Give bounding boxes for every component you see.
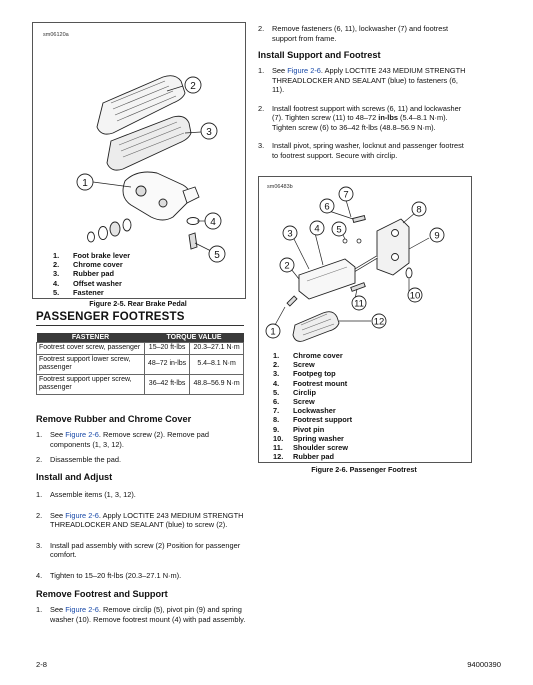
- figure-2-6-legend: [273, 351, 352, 461]
- legend-label: Fastener: [73, 287, 104, 297]
- legend-label: Footrest support: [293, 415, 353, 425]
- legend-item: [53, 288, 130, 297]
- rubber-pad-drawing: [293, 312, 339, 342]
- step-text-pre: See: [50, 510, 66, 520]
- table-row: [37, 374, 244, 394]
- step-text: [272, 104, 470, 133]
- step-text: Remove fasteners (6, 11), lockwasher (7) and footrest support from frame.: [272, 24, 449, 43]
- remove-footrest-continued: [258, 24, 470, 43]
- legend-num: 9.: [273, 424, 280, 434]
- legend-num: 4.: [273, 378, 280, 388]
- legend-num: 2.: [273, 360, 280, 370]
- spring-washer-drawing: [406, 268, 412, 278]
- section-title: PASSENGER FOOTRESTS: [36, 311, 244, 326]
- table-row: [37, 343, 244, 355]
- legend-item: [273, 425, 352, 434]
- legend-num: 8.: [273, 415, 280, 425]
- legend-label: Offset washer: [73, 278, 122, 288]
- header-fastener: FASTENER: [37, 333, 145, 343]
- cell-imperial: 48–72 in-lbs: [145, 354, 190, 374]
- legend-label: Spring washer: [293, 433, 344, 443]
- step-text: [50, 430, 244, 449]
- list-item: [36, 511, 244, 530]
- install-adjust-section: [36, 472, 244, 580]
- brake-lever-drawing: [123, 172, 199, 220]
- figure-link[interactable]: Figure 2-6: [287, 66, 321, 75]
- step-number: 1.: [258, 66, 265, 75]
- torque-table: [36, 333, 244, 395]
- callout-4: 4: [314, 223, 320, 235]
- callout-3: 3: [206, 127, 212, 138]
- figure-2-5-caption: Figure 2-5. Rear Brake Pedal: [89, 299, 187, 308]
- legend-label: Footpeg top: [293, 369, 336, 379]
- callout-5: 5: [214, 250, 220, 261]
- cell-imperial: 15–20 ft-lbs: [145, 343, 190, 355]
- legend-item: [273, 434, 352, 443]
- washer-stack-drawing: [88, 218, 200, 250]
- legend-num: 4.: [53, 278, 60, 288]
- legend-label: Chrome cover: [73, 260, 123, 270]
- passenger-footrest-illustration: [259, 183, 471, 353]
- step-text: Disassemble the pad.: [50, 455, 122, 464]
- callout-2: 2: [284, 260, 290, 272]
- legend-item: [53, 251, 130, 260]
- step-number: 4.: [36, 570, 43, 580]
- cell-metric: 20.3–27.1 N·m: [190, 343, 244, 355]
- figure-id: sm06120a: [43, 32, 69, 38]
- step-text-post: . Apply LOCTITE 243 MEDIUM STRENGTH THREADLOCKER AND SEALANT (blue) to screw (2).: [50, 510, 244, 529]
- callout-6: 6: [324, 201, 330, 213]
- legend-label: Screw: [293, 360, 315, 370]
- legend-item: [53, 269, 130, 278]
- callout-11: 11: [354, 298, 364, 310]
- remove-rubber-section: [36, 414, 244, 465]
- list-item: [258, 141, 470, 160]
- step-text-bold: in-lbs: [378, 113, 398, 122]
- list-item: [258, 24, 470, 43]
- section-heading: Install Support and Footrest: [258, 50, 381, 60]
- step-text-post: . Remove circlip (5), pivot pin (9) and spring washer (10). Remove footrest mount (4) with pad assembly.: [50, 605, 246, 624]
- step-number: 1.: [36, 605, 43, 614]
- list-item: [258, 104, 470, 133]
- list-item: [36, 605, 248, 624]
- step-number: 3.: [36, 540, 43, 550]
- cell-fastener: Footrest support upper screw, passenger: [37, 374, 145, 394]
- step-text-post: (5.4–8.1 N·m). Tighten screw (6) to 36–42 ft-lbs (48.8–56.9 N·m).: [272, 113, 448, 132]
- list-item: [36, 571, 244, 581]
- section-heading: Remove Rubber and Chrome Cover: [36, 414, 192, 424]
- step-text: Install pivot, spring washer, locknut and passenger footrest to footrest support. Secure with circlip.: [272, 141, 464, 160]
- step-text: Tighten to 15–20 ft-lbs (20.3–27.1 N·m).: [50, 570, 182, 580]
- legend-num: 5.: [53, 287, 60, 297]
- legend-num: 3.: [273, 369, 280, 379]
- legend-item: [273, 379, 352, 388]
- cell-metric: 5.4–8.1 N·m: [190, 354, 244, 374]
- legend-item: [273, 351, 352, 360]
- legend-item: [273, 388, 352, 397]
- callout-8: 8: [416, 204, 422, 216]
- cell-fastener: Footrest support lower screw, passenger: [37, 354, 145, 374]
- step-text-pre: Install footrest support with screws (6, 11) and lockwasher (7). Tighten screw (11) to 48–72: [272, 103, 462, 122]
- table-row: [37, 354, 244, 374]
- figure-2-6: [258, 176, 472, 463]
- list-item: [36, 455, 244, 465]
- callout-7: 7: [343, 189, 349, 201]
- legend-num: 6.: [273, 397, 280, 407]
- cell-fastener: Footrest cover screw, passenger: [37, 343, 145, 355]
- legend-label: Shoulder screw: [293, 443, 349, 453]
- step-text-pre: See: [272, 66, 288, 75]
- step-text-pre: See: [50, 605, 66, 614]
- step-number: 2.: [258, 103, 265, 113]
- step-text: [272, 66, 470, 95]
- table-header-row: [37, 333, 244, 343]
- callout-4: 4: [210, 217, 216, 228]
- callout-1: 1: [82, 178, 88, 189]
- legend-item: [273, 397, 352, 406]
- doc-number: 94000390: [467, 660, 501, 669]
- legend-num: 3.: [53, 269, 60, 279]
- figure-id: sm06483b: [267, 184, 293, 190]
- list-item: [258, 66, 470, 95]
- step-text: Install pad assembly with screw (2) Position for passenger comfort.: [50, 540, 241, 559]
- step-number: 3.: [258, 141, 265, 150]
- step-number: 1.: [36, 490, 43, 499]
- figure-2-6-caption: Figure 2-6. Passenger Footrest: [311, 465, 417, 474]
- legend-num: 7.: [273, 406, 280, 416]
- legend-item: [273, 443, 352, 452]
- legend-item: [53, 279, 130, 288]
- step-number: 1.: [36, 430, 43, 439]
- step-text: Assemble items (1, 3, 12).: [50, 490, 136, 499]
- cell-imperial: 36–42 ft-lbs: [145, 374, 190, 394]
- legend-label: Footrest mount: [293, 378, 348, 388]
- legend-num: 12.: [273, 452, 284, 462]
- legend-item: [273, 360, 352, 369]
- figure-2-5-legend: [53, 251, 130, 297]
- legend-item: [53, 260, 130, 269]
- step-number: 2.: [258, 24, 265, 33]
- header-torque-value: TORQUE VALUE: [145, 333, 244, 343]
- step-number: 2.: [36, 455, 43, 464]
- step-text-post: . Apply LOCTITE 243 MEDIUM STRENGTH THREADLOCKER AND SEALANT (blue) to fasteners (6, 11).: [272, 66, 466, 94]
- section-heading: Remove Footrest and Support: [36, 589, 168, 599]
- legend-num: 11.: [273, 443, 283, 453]
- legend-num: 2.: [53, 260, 60, 270]
- install-support-section: [258, 50, 470, 160]
- legend-num: 5.: [273, 387, 280, 397]
- legend-num: 1.: [273, 351, 280, 360]
- step-text: [50, 511, 244, 530]
- figure-link[interactable]: Figure 2-6: [65, 430, 99, 439]
- list-item: [36, 541, 244, 560]
- legend-num: 10.: [273, 433, 284, 443]
- legend-label: Foot brake lever: [73, 251, 131, 260]
- step-text-post: . Remove screw (2). Remove pad components (1, 3, 12).: [50, 430, 209, 449]
- list-item: [36, 430, 244, 449]
- legend-label: Circlip: [293, 387, 316, 397]
- legend-item: [273, 369, 352, 378]
- legend-label: Rubber pad: [293, 452, 335, 462]
- callout-3: 3: [287, 228, 293, 240]
- legend-item: [273, 415, 352, 424]
- callout-10: 10: [409, 290, 421, 302]
- legend-item: [273, 452, 352, 461]
- legend-item: [273, 406, 352, 415]
- callout-12: 12: [373, 316, 385, 328]
- callout-5: 5: [336, 224, 342, 236]
- legend-label: Screw: [293, 397, 315, 407]
- step-number: 2.: [36, 510, 43, 520]
- step-text-pre: See: [50, 430, 66, 439]
- legend-label: Lockwasher: [293, 406, 336, 416]
- figure-link[interactable]: Figure 2-6: [65, 605, 99, 614]
- legend-label: Pivot pin: [293, 424, 325, 434]
- figure-link[interactable]: Figure 2-6: [65, 510, 99, 520]
- callout-1: 1: [270, 326, 276, 338]
- legend-label: Rubber pad: [73, 269, 115, 279]
- legend-label: Chrome cover: [293, 351, 343, 360]
- footrest-mount-drawing: [299, 259, 355, 299]
- cell-metric: 48.8–56.9 N·m: [190, 374, 244, 394]
- list-item: [36, 490, 244, 500]
- legend-num: 1.: [53, 251, 60, 260]
- figure-2-5: [32, 22, 246, 299]
- page-number: 2-8: [36, 660, 47, 669]
- remove-footrest-section: [36, 589, 248, 624]
- section-heading: Install and Adjust: [36, 472, 113, 482]
- rear-brake-pedal-illustration: [33, 41, 245, 266]
- callout-2: 2: [190, 81, 196, 92]
- callout-9: 9: [434, 230, 440, 242]
- step-text: [50, 605, 248, 624]
- footrest-support-drawing: [377, 219, 409, 275]
